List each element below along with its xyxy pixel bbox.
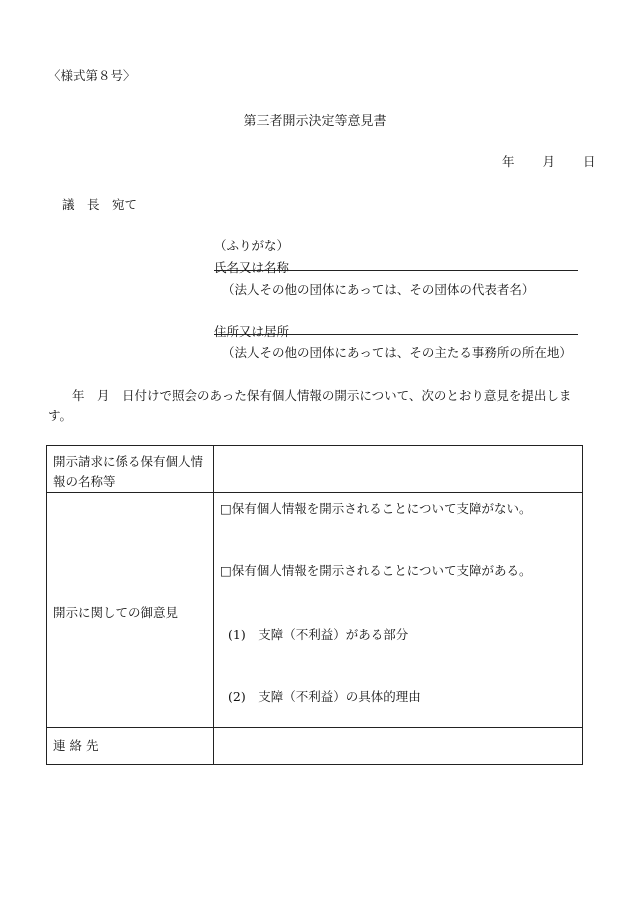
body-text: 年 月 日付けで照会のあった保有個人情報の開示について、次のとおり意見を提出します。	[48, 388, 572, 423]
address-field-line[interactable]	[214, 334, 578, 335]
contact-label: 連 絡 先	[47, 728, 214, 765]
date-day: 日	[583, 154, 596, 169]
address-note: （法人その他の団体にあっては、その主たる事務所の所在地）	[222, 345, 572, 360]
contact-cell[interactable]	[214, 728, 583, 765]
addressee: 議 長 宛て	[62, 197, 138, 212]
table-row	[47, 446, 583, 493]
sub-item-reason: (2) 支障（不利益）の具体的理由	[228, 689, 421, 704]
name-note: （法人その他の団体にあっては、その団体の代表者名）	[222, 282, 535, 297]
date-year: 年	[502, 154, 515, 169]
document-title: 第三者開示決定等意見書	[243, 114, 387, 129]
sub-item-affected-part: (1) 支障（不利益）がある部分	[228, 627, 409, 642]
option-no-issue[interactable]: □保有個人情報を開示されることについて支障がない。	[220, 501, 532, 516]
table-row	[47, 493, 583, 728]
opinion-label: 開示に関しての御意見	[47, 493, 214, 728]
date-month: 月	[542, 154, 556, 169]
furigana-label: （ふりがな）	[214, 238, 290, 253]
info-name-cell[interactable]	[214, 446, 583, 493]
option-issue[interactable]: □保有個人情報を開示されることについて支障がある。	[220, 563, 532, 578]
form-number: 〈様式第８号〉	[48, 68, 136, 83]
date-line	[502, 152, 596, 170]
opinion-cell	[214, 493, 583, 728]
table-row	[47, 728, 583, 765]
address-label: 住所又は居所	[214, 324, 290, 339]
info-name-label: 開示請求に係る保有個人情報の名称等	[47, 446, 214, 493]
opinion-table	[46, 445, 583, 765]
name-label: 氏名又は名称	[214, 260, 290, 275]
name-field-line[interactable]	[214, 270, 578, 271]
